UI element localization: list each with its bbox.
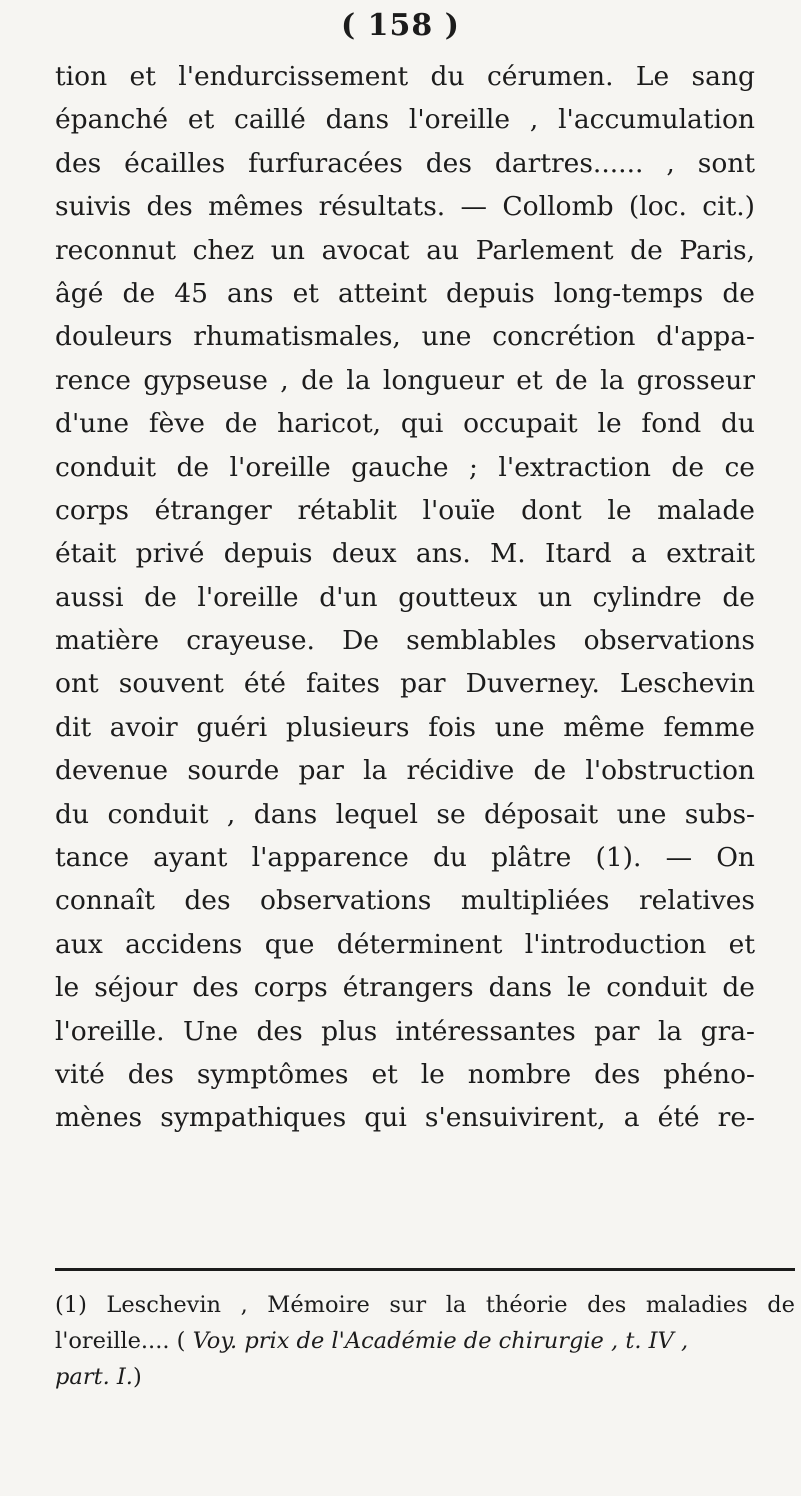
text-line: le séjour des corps étrangers dans le conduit de xyxy=(55,972,755,1004)
footnote-text: l'oreille.... ( xyxy=(55,1328,186,1354)
footnote-line xyxy=(55,1323,795,1359)
body-text xyxy=(55,55,755,1140)
footnote-divider xyxy=(55,1268,795,1271)
text-line: tion et l'endurcissement du cérumen. Le sang xyxy=(55,61,755,92)
text-line: du conduit , dans lequel se déposait une subs- xyxy=(55,798,755,830)
text-line: des écailles furfuracées des dartres...... , sont xyxy=(55,147,755,179)
text-line: douleurs rhumatismales, une concrétion d'appa- xyxy=(55,321,755,353)
text-line: conduit de l'oreille gauche ; l'extraction de ce xyxy=(55,451,755,483)
footnote-text: ) xyxy=(132,1364,142,1390)
text-line: rence gypseuse , de la longueur et de la grosseur xyxy=(55,364,755,396)
text-line: suivis des mêmes résultats. — Collomb (loc. cit.) xyxy=(55,191,755,223)
text-line: tance ayant l'apparence du plâtre (1). — On xyxy=(55,842,755,874)
text-line: d'une fève de haricot, qui occupait le fond du xyxy=(55,408,755,440)
text-line: l'oreille. Une des plus intéressantes par la gra- xyxy=(55,1015,755,1047)
footnote-citation: Voy. prix de l'Académie de chirurgie , t. IV , xyxy=(192,1328,689,1354)
text-line: vité des symptômes et le nombre des phéno- xyxy=(55,1058,755,1090)
footnote-citation: part. I. xyxy=(55,1364,133,1390)
text-line: dit avoir guéri plusieurs fois une même femme xyxy=(55,711,755,743)
text-line: aux accidens que déterminent l'introduction et xyxy=(55,928,755,960)
text-line: reconnut chez un avocat au Parlement de Paris, xyxy=(55,234,755,266)
text-line: ont souvent été faites par Duverney. Leschevin xyxy=(55,668,755,700)
footnote-line: (1) Leschevin , Mémoire sur la théorie des maladies de xyxy=(55,1292,795,1318)
page-number: ( 158 ) xyxy=(341,8,460,43)
text-line: aussi de l'oreille d'un goutteux un cylindre de xyxy=(55,581,755,613)
footnote xyxy=(55,1287,795,1395)
text-line: connaît des observations multipliées relatives xyxy=(55,885,755,917)
text-line: matière crayeuse. De semblables observations xyxy=(55,625,755,657)
text-line: épanché et caillé dans l'oreille , l'accumulation xyxy=(55,104,755,136)
text-line: devenue sourde par la récidive de l'obstruction xyxy=(55,755,755,787)
text-line: âgé de 45 ans et atteint depuis long-temps de xyxy=(55,277,755,309)
text-line: corps étranger rétablit l'ouïe dont le malade xyxy=(55,494,755,526)
footnote-line xyxy=(55,1359,795,1395)
text-line: était privé depuis deux ans. M. Itard a extrait xyxy=(55,538,755,570)
text-line: mènes sympathiques qui s'ensuivirent, a été re- xyxy=(55,1102,755,1134)
